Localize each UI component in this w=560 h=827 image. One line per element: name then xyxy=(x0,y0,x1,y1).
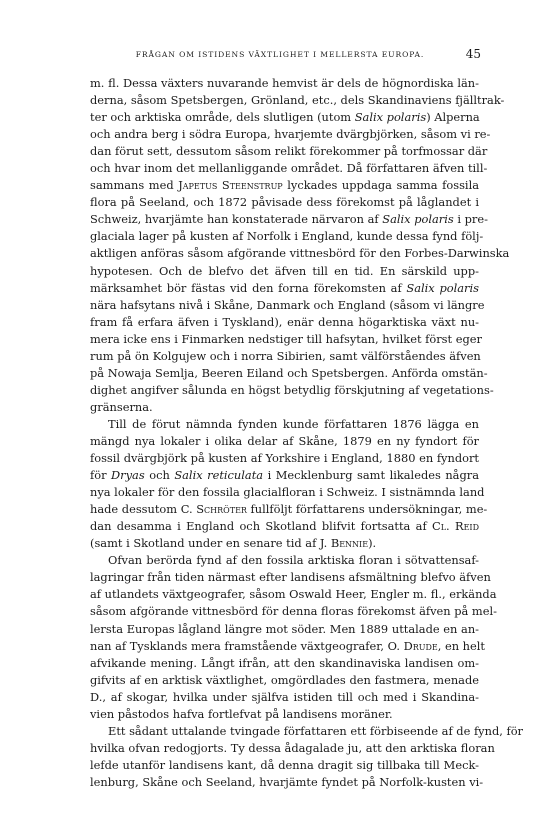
text-line: gränserna. xyxy=(90,399,153,414)
text-line: på Nowaja Semlja, Beeren Eiland och Spetsbergen. Anförda omstän- xyxy=(90,365,488,380)
text-line: sammans med Japetus Steenstrup lyckades uppdaga samma fossila xyxy=(90,178,480,193)
text-line: nya lokaler för den fossila glacialfloran i Schweiz. I sistnämnda land xyxy=(90,485,485,500)
text-line: nan af Tysklands mera framstående växtgeografer, O. Drude, en helt xyxy=(90,638,485,653)
text-line: Ofvan berörda fynd af den fossila arktiska floran i sötvattensaf- xyxy=(108,553,479,568)
text-line: dan förut sett, dessutom såsom relikt förekommer på torfmossar där xyxy=(90,144,488,159)
text-line: mängd nya lokaler i olika delar af Skåne, 1879 en ny fyndort för xyxy=(90,433,479,448)
text-line: af utlandets växtgeografer, såsom Oswald Heer, Engler m. fl., erkända xyxy=(90,587,497,602)
text-line: ter och arktiska område, dels slutligen (utom Salix polaris) Alperna xyxy=(90,110,480,125)
page-number: 45 xyxy=(465,47,481,61)
text-line: m. fl. Dessa växters nuvarande hemvist är dels de högnordiska län- xyxy=(90,76,479,90)
text-line: flora på Seeland, och 1872 påvisade dess förekomst på låglandet i xyxy=(90,195,479,210)
text-line: Ett sådant uttalande tvingade författaren ett förbiseende af de fynd, för xyxy=(108,723,523,738)
text-line: lersta Europas lågland längre mot söder. Men 1889 uttalade en an- xyxy=(90,621,479,636)
text-line: såsom afgörande vittnesbörd för denna floras förekomst äfven på mel- xyxy=(90,604,497,619)
text-line: D., af skogar, hvilka under själfva istiden till och med i Skandina- xyxy=(90,689,479,704)
text-line: fram få erfara äfven i Tyskland), enär denna högarktiska växt nu- xyxy=(90,314,479,329)
text-line: glaciala lager på kusten af Norfolk i England, kunde dessa fynd följ- xyxy=(90,229,484,244)
text-line: hvilka ofvan redogjorts. Ty dessa ådagalade ju, att den arktiska floran xyxy=(90,740,495,755)
text-line: mera icke ens i Finmarken nedstiger till hafsytan, hvilket först eger xyxy=(90,331,482,346)
text-line: hypotesen. Och de blefvo det äfven till en tid. En särskild upp- xyxy=(90,263,479,278)
text-line: vien påstodos hafva fortlefvat på landisens moräner. xyxy=(90,706,393,721)
text-line: Schweiz, hvarjämte han konstaterade närvaron af Salix polaris i pre- xyxy=(90,212,488,227)
text-line: dan desamma i England och Skotland blifvit fortsatta af Cl. Reid xyxy=(90,519,480,534)
text-line: afvikande mening. Långt ifrån, att den skandinaviska landisen om- xyxy=(90,655,479,670)
running-title: FRÅGAN OM ISTIDENS VÄXTLIGHET I MELLERSTA EUROPA. xyxy=(135,50,425,59)
text-line: dighet angifver sålunda en högst betydlig förskjutning af vegetations- xyxy=(90,382,494,397)
text-line: hade dessutom C. Schröter fullföljt författarens undersökningar, me- xyxy=(90,502,488,517)
text-line: Till de förut nämnda fynden kunde författaren 1876 lägga en xyxy=(108,416,479,431)
body-text xyxy=(90,75,523,791)
text-line: lefde utanför landisens kant, då denna dragit sig tillbaka till Meck- xyxy=(90,757,479,772)
text-line: lagringar från tiden närmast efter landisens afsmältning blefvo äfven xyxy=(90,570,491,585)
text-line: och andra berg i södra Europa, hvarjemte dvärgbjörken, såsom vi re- xyxy=(90,127,491,142)
text-line: fossil dvärgbjörk på kusten af Yorkshire i England, 1880 en fyndort xyxy=(90,451,479,466)
text-line: nära hafsytans nivå i Skåne, Danmark och England (såsom vi längre xyxy=(90,297,485,312)
text-line: gifvits af en arktisk växtlighet, omgördlades den fastmera, menade xyxy=(90,672,479,687)
running-header xyxy=(0,47,560,66)
text-line: (samt i Skotland under en senare tid af J. Bennie). xyxy=(90,536,377,551)
text-line: lenburg, Skåne och Seeland, hvarjämte fyndet på Norfolk-kusten vi- xyxy=(90,774,484,789)
text-line: för Dryas och Salix reticulata i Mecklenburg samt likaledes några xyxy=(90,468,479,483)
text-line: och hvar inom det mellanliggande området. Då författaren äfven till- xyxy=(90,161,488,176)
text-line: derna, såsom Spetsbergen, Grönland, etc., dels Skandinaviens fjälltrak- xyxy=(90,93,505,108)
text-line: rum på ön Kolgujew och i norra Sibirien, samt välförståendes äfven xyxy=(90,348,481,363)
text-line: märksamhet bör fästas vid den forna förekomsten af Salix polaris xyxy=(90,280,479,295)
text-line: aktligen anföras såsom afgörande vittnesbörd för den Forbes-Darwinska xyxy=(90,246,510,261)
